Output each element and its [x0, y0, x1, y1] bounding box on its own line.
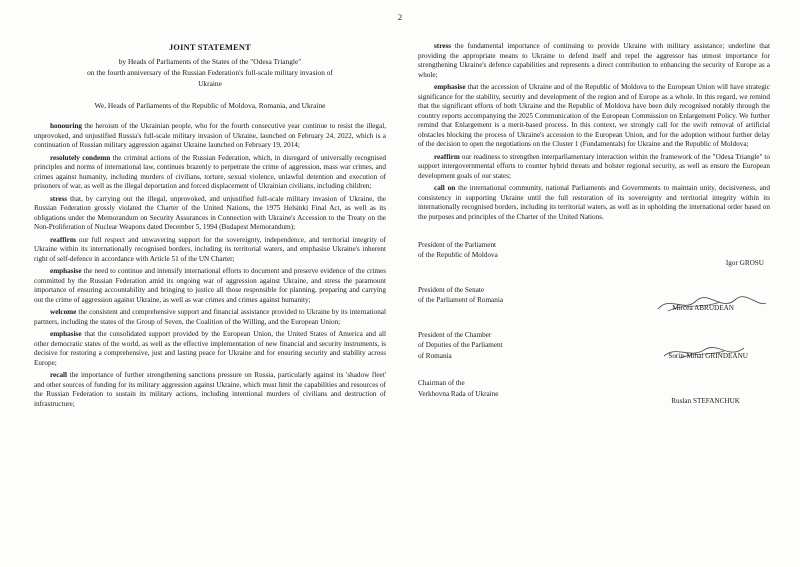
role-line: Chairman of the	[418, 379, 465, 388]
paragraph: honouring the heroism of the Ukrainian people, who for the fourth consecutive year continue to resist the illegal, unprovoked, and unjustified Russia's full-scale military invasion of Ukraine, launched on February 24, 2022, which is a continuation of Russian military aggression against Ukraine launched on February 19, 2014;	[34, 122, 386, 150]
paragraph: emphasise that the accession of Ukraine and of the Republic of Moldova to the European Union will have strategic significance for the stability, security and development of the region and of Europe as a whole. In this regard, we remind that the significant efforts of both Ukraine and the Republic of Moldova have been duly recognised notably through the country reports accompanying the 2025 Communication of the European Commission on Enlargement Policy. We further remind that Enlargement is a merit-based process. In this context, we strongly call for the swift removal of artificial obstacles blocking the process of Ukraine's accession to the European Union, and for the adoption without further delay of the decision to open the negotiations on the Cluster 1 (Fundamentals) for Ukraine and the Republic of Moldova;	[418, 83, 770, 148]
paragraph: reaffirm our readiness to strengthen interparliamentary interaction within the framework of the "Odesa Triangle" to support intergovernmental efforts to counter hybrid threats and bolster regional security, as well as ensure the European development goals of our states;	[418, 152, 770, 180]
signatory-role	[418, 378, 628, 399]
paragraph: stress the fundamental importance of continuing to provide Ukraine with military assistance; underline that providing the appropriate means to Ukraine to defend itself and repel the aggressor has utmost importance for strengthening Ukraine's defence capabilities and represents a direct contribution to enhancing the security of Europe as a whole;	[418, 42, 770, 79]
handwritten-signature-icon	[650, 341, 770, 363]
role-line: of the Republic of Moldova	[418, 251, 498, 260]
signatory-role	[418, 285, 628, 306]
signatory-name: Sorin-Mihai GRINDEANU	[668, 351, 748, 360]
signatory-role	[418, 240, 628, 261]
signatory-name: Mircea ABRUDEAN	[672, 303, 734, 312]
page-number: 2	[397, 12, 403, 22]
signatory-row	[418, 285, 770, 313]
role-line: President of the Chamber	[418, 331, 492, 339]
role-line: of Deputies of the Parliament	[418, 341, 503, 350]
document-subtitle	[34, 57, 386, 89]
role-line: Verkhovna Rada of Ukraine	[418, 389, 499, 398]
subtitle-line-1: by Heads of Parliaments of the States of the "Odesa Triangle"	[118, 57, 302, 67]
signatory-row	[418, 240, 770, 268]
paragraph: recall the importance of further strengthening sanctions pressure on Russia, particularly against its 'shadow fleet' and other sources of funding for its military aggression against Ukraine, which must limit the capabilities and resources of the Russian Federation to sustain its military actions, including intentional murders of civilians and destruction of infrastructure;	[34, 371, 386, 408]
paragraph: reaffirm our full respect and unwavering support for the sovereignty, independence, and territorial integrity of Ukraine within its internationally recognised borders, including its territorial waters, and emphasise Ukraine's inherent right of self-defence in accordance with Article 51 of the UN Charter;	[34, 235, 386, 263]
paragraph: emphasise that the consolidated support provided by the European Union, the United States of America and all other democratic states of the world, as well as the effective implementation of new financial and security instruments, is decisive for restoring a comprehensive, just and lasting peace for Ukraine and for ensuring security and stability across Europe;	[34, 330, 386, 367]
signature-block	[418, 240, 770, 406]
signatory-name: Ruslan STEFANCHUK	[671, 396, 740, 405]
paragraph: welcome the consistent and comprehensive support and financial assistance provided to Ukraine by its international partners, including the states of the Group of Seven, the Coalition of the Willing, and the European Union;	[34, 308, 386, 326]
subtitle-line-2: on the fourth anniversary of the Russian Federation's full-scale military invasion of	[87, 67, 333, 77]
signatory-row	[418, 330, 770, 361]
role-line: of the Parliament of Romania	[418, 296, 504, 305]
subtitle-line-3: Ukraine	[198, 78, 222, 88]
left-column	[34, 42, 386, 412]
lead-paragraph: We, Heads of Parliaments of the Republic of Moldova, Romania, and Ukraine	[94, 101, 326, 111]
paragraph: resolutely condemn the criminal actions of the Russian Federation, which, in disregard of universally recognised principles and norms of international law, continues brazenly to perpetrate the crime of aggression, mass war crimes, and crimes against humanity, including murders of civilians, torture, sexual violence, unlawful detention and execution of prisoners of war, as well as the illegal deportation and forced displacement of Ukrainian civilians, including children;	[34, 153, 386, 191]
paragraph: call on the international community, national Parliaments and Governments to maintain unity, decisiveness, and consistency in supporting Ukraine until the full restoration of its sovereignty and territorial integrity within its internationally recognised borders, including its territorial waters, as well as in upholding the international order based on the purposes and principles of the Charter of the United Nations.	[418, 184, 770, 221]
signatory-role	[418, 330, 628, 361]
right-column	[418, 42, 770, 423]
role-line: President of the Parliament	[418, 241, 497, 249]
role-line: of Romania	[418, 351, 452, 360]
signatory-name: Igor GROSU	[725, 258, 764, 267]
role-line: President of the Senate	[418, 286, 485, 294]
paragraph: stress that, by carrying out the illegal, unprovoked, and unjustified full-scale military invasion of Ukraine, the Russian Federation grossly violated the Charter of the United Nations, the 1975 Helsinki Final Act, as well as its obligations under the Memorandum on Security Assurances in Connection with Ukraine's Accession to the Treaty on the Non-Proliferation of Nuclear Weapons dated December 5, 1994 (Budapest Memorandum);	[34, 194, 386, 232]
handwritten-signature-icon	[650, 293, 770, 315]
signatory-row	[418, 378, 770, 406]
paragraph: emphasise the need to continue and intensify international efforts to document and preserve evidence of the crimes committed by the Russian Federation amid its ongoing war of aggression against Ukraine, and stress the paramount importance of ensuring accountability and bringing to justice all those responsible for planning, preparing and carrying out the crime of aggression against Ukraine, as well as war crimes and crimes against humanity;	[34, 267, 386, 304]
document-title: JOINT STATEMENT	[169, 43, 251, 52]
